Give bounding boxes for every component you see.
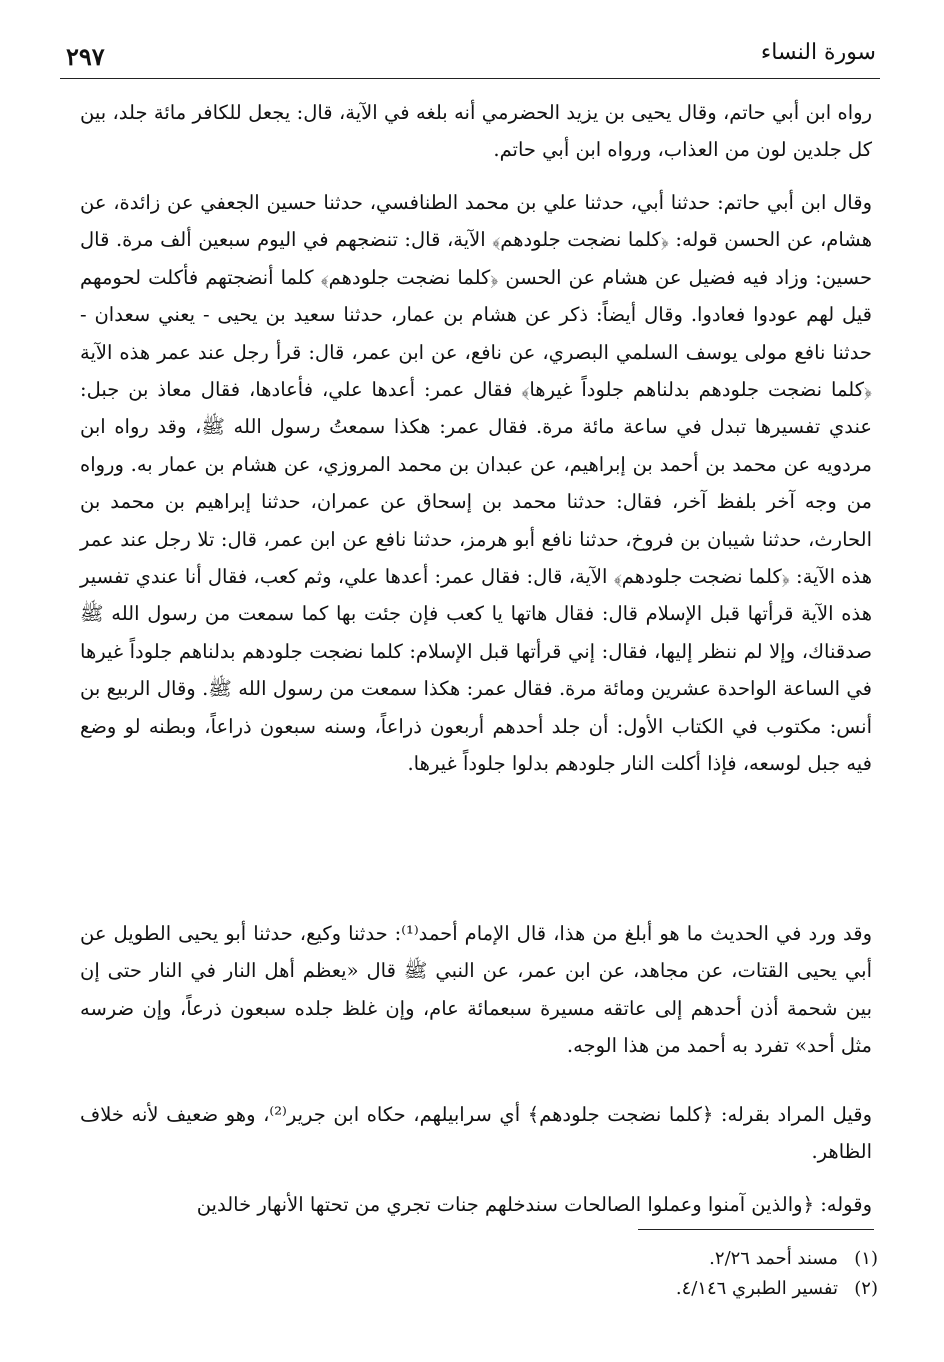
footnote-text: تفسير الطبري ٤/١٤٦.: [675, 1278, 838, 1299]
footnote-text: مسند أحمد ٢/٢٦.: [709, 1248, 838, 1269]
paragraph-text: وقوله: ﴿والذين آمنوا وعملوا الصالحات سندخلهم جنات تجري من تحتها الأنهار خالدين: [196, 1193, 872, 1216]
footnote-divider: [638, 1229, 874, 1230]
paragraph-4: [80, 1096, 872, 1171]
surah-title: سورة النساء: [760, 40, 876, 65]
page-header: [60, 38, 880, 79]
paragraph-2: [80, 184, 872, 783]
footnote-2: [378, 1274, 878, 1304]
paragraph-text: رواه ابن أبي حاتم، وقال يحيى بن يزيد الحضرمي أنه بلغه في الآية، قال: يجعل للكافر مائة جلد، بين كل جلدين لون من العذاب، ورواه ابن أبي حاتم.: [80, 101, 872, 162]
paragraph-3: [80, 915, 872, 1065]
paragraph-5: [80, 1186, 872, 1223]
paragraph-1: [80, 94, 872, 169]
page-number: ٢٩٧: [66, 42, 105, 71]
paragraph-text: وقال ابن أبي حاتم: حدثنا أبي، حدثنا علي بن محمد الطنافسي، حدثنا حسين الجعفي عن زائدة، عن هشام، عن الحسن قوله: ﴿كلما نضجت جلودهم﴾ الآية، قال: تنضجهم في اليوم سبعين ألف مرة. قال حسين: وزاد فيه فضيل عن هشام عن الحسن ﴿كلما نضجت جلودهم﴾ كلما أنضجتهم فأكلت لحومهم قيل لهم عودوا فعادوا. وقال أيضاً: ذكر عن هشام بن عمار، حدثنا سعيد بن يحيى - يعني سعدان - حدثنا نافع مولى يوسف السلمي البصري، عن نافع، عن ابن عمر، قال: قرأ رجل عند عمر هذه الآية ﴿كلما نضجت جلودهم بدلناهم جلوداً غيرها﴾ فقال عمر: أعدها علي، فأعادها، فقال معاذ بن جبل: عندي تفسيرها تبدل في ساعة مائة مرة. فقال عمر: هكذا سمعتُ رسول الله ﷺ، وقد رواه ابن مردويه عن محمد بن أحمد بن إبراهيم، عن عبدان بن محمد المروزي، عن هشام بن عمار به. ورواه من وجه آخر بلفظ آخر، فقال: حدثنا محمد بن إسحاق عن عمران، حدثنا إبراهيم بن محمد بن الحارث، حدثنا شيبان بن فروخ، حدثنا نافع أبو هرمز، حدثنا نافع عن ابن عمر، قال: تلا رجل عند عمر هذه الآية: ﴿كلما نضجت جلودهم﴾ الآية، قال: فقال عمر: أعدها علي، وثم كعب، فقال أنا عندي تفسير هذه الآية قرأتها قبل الإسلام قال: فقال هاتها يا كعب فإن جئت بها كما سمعت من رسول الله ﷺ صدقناك، وإلا لم ننظر إليها، فقال: إني قرأتها قبل الإسلام: كلما نضجت جلودهم بدلناهم جلوداً غيرها في الساعة الواحدة عشرين ومائة مرة. فقال عمر: هكذا سمعت من رسول الله ﷺ. وقال الربيع بن أنس: مكتوب في الكتاب الأول: أن جلد أحدهم أربعون ذراعاً، وسنه سبعون ذراعاً، وبطنه لو وضع فيه جبل لوسعه، فإذا أكلت النار جلودهم بدلوا جلوداً غيرها.: [80, 191, 872, 776]
footnotes: [378, 1244, 878, 1304]
footnote-1: [378, 1244, 878, 1274]
footnote-number: (١): [854, 1248, 878, 1269]
paragraph-text: وقد ورد في الحديث ما هو أبلغ من هذا، قال الإمام أحمد⁽¹⁾: حدثنا وكيع، حدثنا أبو يحيى الطويل عن أبي يحيى القتات، عن مجاهد، عن ابن عمر، عن النبي ﷺ قال «يعظم أهل النار في النار حتى إن بين شحمة أذن أحدهم إلى عاتقه مسيرة سبعمائة عام، وإن غلظ جلده سبعون ذرعاً، وإن ضرسه مثل أحد» تفرد به أحمد من هذا الوجه.: [80, 922, 873, 1058]
paragraph-text: وقيل المراد بقرله: ﴿كلما نضجت جلودهم﴾ أي سرابيلهم، حكاه ابن جرير⁽²⁾، وهو ضعيف لأنه خلاف الظاهر.: [80, 1103, 873, 1164]
footnote-number: (٢): [854, 1278, 878, 1299]
